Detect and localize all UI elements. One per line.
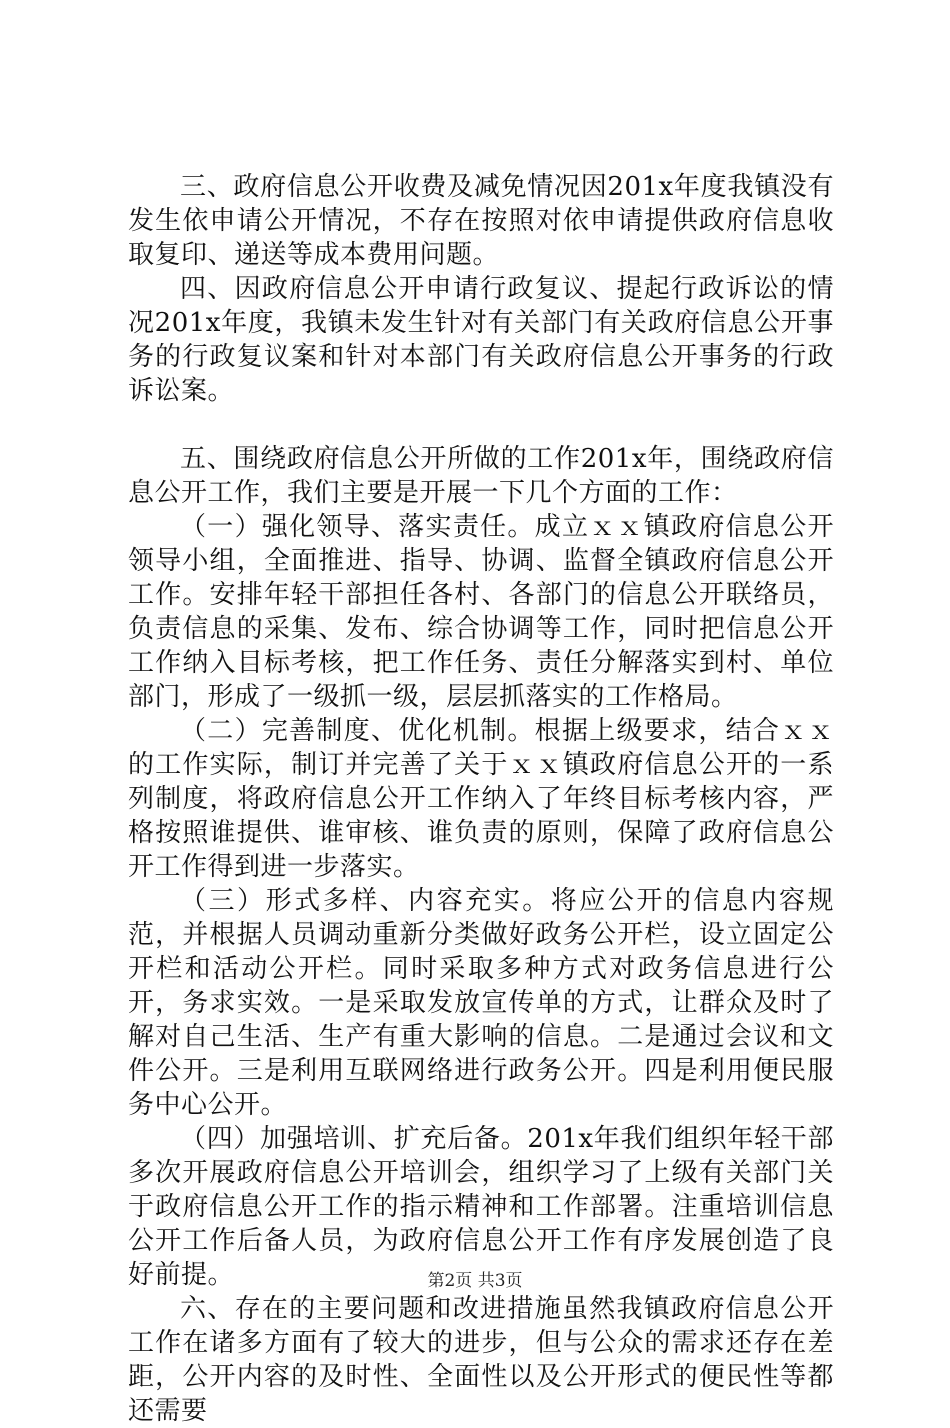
paragraph-work-overview: 五、围绕政府信息公开所做的工作201x年，围绕政府信息公开工作，我们主要是开展一下几个方面的工作： <box>128 444 834 508</box>
paragraph-training: （四）加强培训、扩充后备。201x年我们组织年轻干部多次开展政府信息公开培训会，组织学习了上级有关部门关于政府信息公开工作的指示精神和工作部署。注重培训信息公开工作后备人员，为政府信息公开工作有序发展创造了良好前提。 <box>128 1124 834 1290</box>
page-footer: 第2页 共3页 <box>427 1271 523 1291</box>
paragraph-system: （二）完善制度、优化机制。根据上级要求，结合ｘｘ的工作实际，制订并完善了关于ｘｘ镇政府信息公开的一系列制度，将政府信息公开工作纳入了年终目标考核内容，严格按照谁提供、谁审核、谁负责的原则，保障了政府信息公开工作得到进一步落实。 <box>128 716 834 882</box>
document-body <box>128 170 834 1428</box>
paragraph-review-litigation: 四、因政府信息公开申请行政复议、提起行政诉讼的情况201x年度，我镇未发生针对有关部门有关政府信息公开事务的行政复议案和针对本部门有关政府信息公开事务的行政诉讼案。 <box>128 274 834 406</box>
paragraph-fees: 三、政府信息公开收费及减免情况因201x年度我镇没有发生依申请公开情况，不存在按照对依申请提供政府信息收取复印、递送等成本费用问题。 <box>128 172 834 270</box>
paragraph-leadership: （一）强化领导、落实责任。成立ｘｘ镇政府信息公开领导小组，全面推进、指导、协调、监督全镇政府信息公开工作。安排年轻干部担任各村、各部门的信息公开联络员，负责信息的采集、发布、综合协调等工作，同时把信息公开工作纳入目标考核，把工作任务、责任分解落实到村、单位部门，形成了一级抓一级，层层抓落实的工作格局。 <box>128 512 834 712</box>
paragraph-problems: 六、存在的主要问题和改进措施虽然我镇政府信息公开工作在诸多方面有了较大的进步，但与公众的需求还存在差距，公开内容的及时性、全面性以及公开形式的便民性等都还需要 <box>128 1294 834 1426</box>
paragraph-forms: （三）形式多样、内容充实。将应公开的信息内容规范，并根据人员调动重新分类做好政务公开栏，设立固定公开栏和活动公开栏。同时采取多种方式对政务信息进行公开，务求实效。一是采取发放宣传单的方式，让群众及时了解对自己生活、生产有重大影响的信息。二是通过会议和文件公开。三是利用互联网络进行政务公开。四是利用便民服务中心公开。 <box>128 886 834 1120</box>
